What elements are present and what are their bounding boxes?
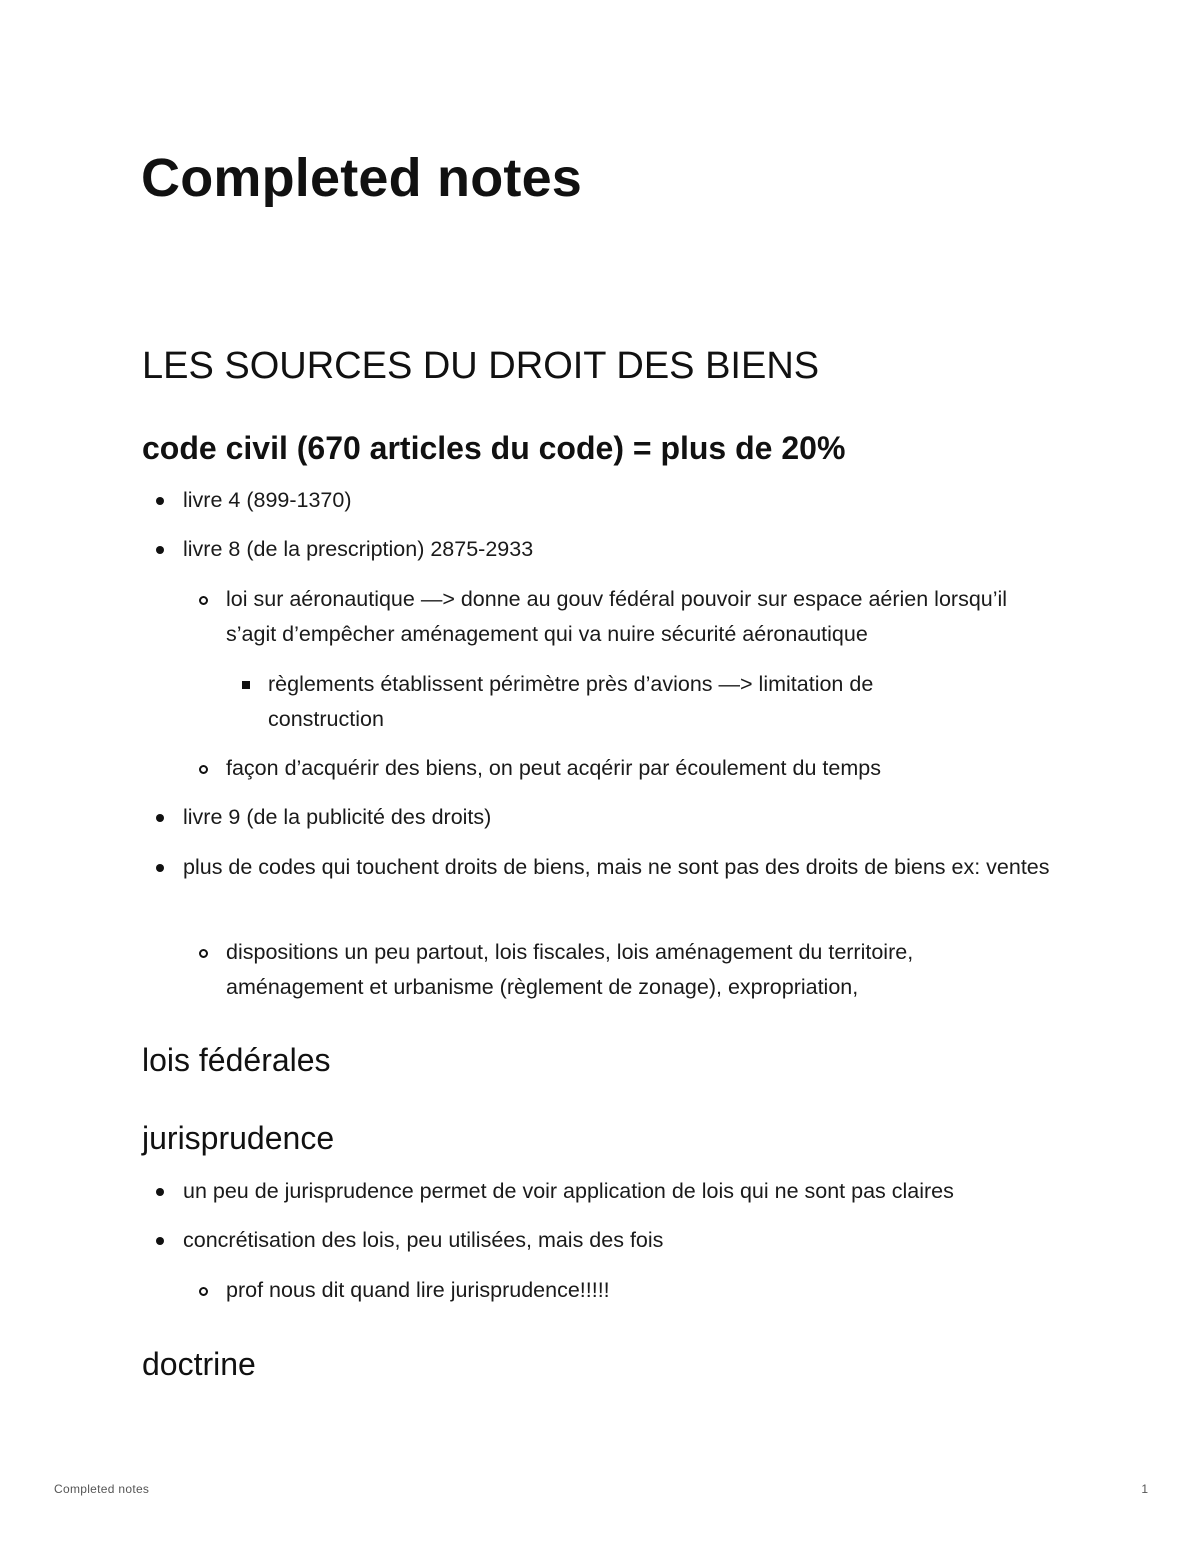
list-item: livre 8 (de la prescription) 2875-2933: [183, 537, 534, 561]
code-civil-heading: code civil (670 articles du code) = plus de 20%: [142, 430, 846, 466]
list-item: règlements établissent périmètre près d’avions —> limitation de construction: [268, 672, 874, 731]
list-item: livre 4 (899-1370): [183, 488, 352, 512]
list-item: dispositions un peu partout, lois fiscales, lois aménagement du territoire, aménagement et urbanisme (règlement de zonage), expropriation,: [226, 940, 914, 999]
bullet-disc-icon: [156, 864, 164, 872]
bullet-disc-icon: [156, 546, 164, 554]
list-item: livre 9 (de la publicité des droits): [183, 805, 492, 829]
section-heading: LES SOURCES DU DROIT DES BIENS: [142, 345, 820, 387]
bullet-circle-icon: [199, 949, 208, 958]
bullet-circle-icon: [199, 765, 208, 774]
list-item: façon d’acquérir des biens, on peut acqérir par écoulement du temps: [226, 756, 881, 780]
list-item: prof nous dit quand lire jurisprudence!!!!!: [226, 1278, 610, 1302]
list-item: concrétisation des lois, peu utilisées, mais des fois: [183, 1228, 664, 1252]
list-item: un peu de jurisprudence permet de voir application de lois qui ne sont pas claires: [183, 1179, 954, 1203]
bullet-circle-icon: [199, 596, 208, 605]
bullet-square-icon: [242, 681, 250, 689]
bullet-disc-icon: [156, 1188, 164, 1196]
footer-label: Completed notes: [54, 1482, 150, 1496]
page-number: 1: [1141, 1482, 1148, 1496]
bullet-circle-icon: [199, 1287, 208, 1296]
list-item: plus de codes qui touchent droits de biens, mais ne sont pas des droits de biens ex: ventes: [183, 855, 1050, 879]
jurisprudence-heading: jurisprudence: [142, 1120, 335, 1156]
bullet-disc-icon: [156, 497, 164, 505]
page-title: Completed notes: [141, 148, 583, 208]
lois-federales-heading: lois fédérales: [142, 1042, 331, 1078]
list-item: loi sur aéronautique —> donne au gouv fédéral pouvoir sur espace aérien lorsqu’il s’agit d’empêcher aménagement qui va nuire sécurité aéronautique: [226, 587, 1008, 646]
bullet-disc-icon: [156, 1237, 164, 1245]
doctrine-heading: doctrine: [142, 1346, 256, 1382]
bullet-disc-icon: [156, 814, 164, 822]
